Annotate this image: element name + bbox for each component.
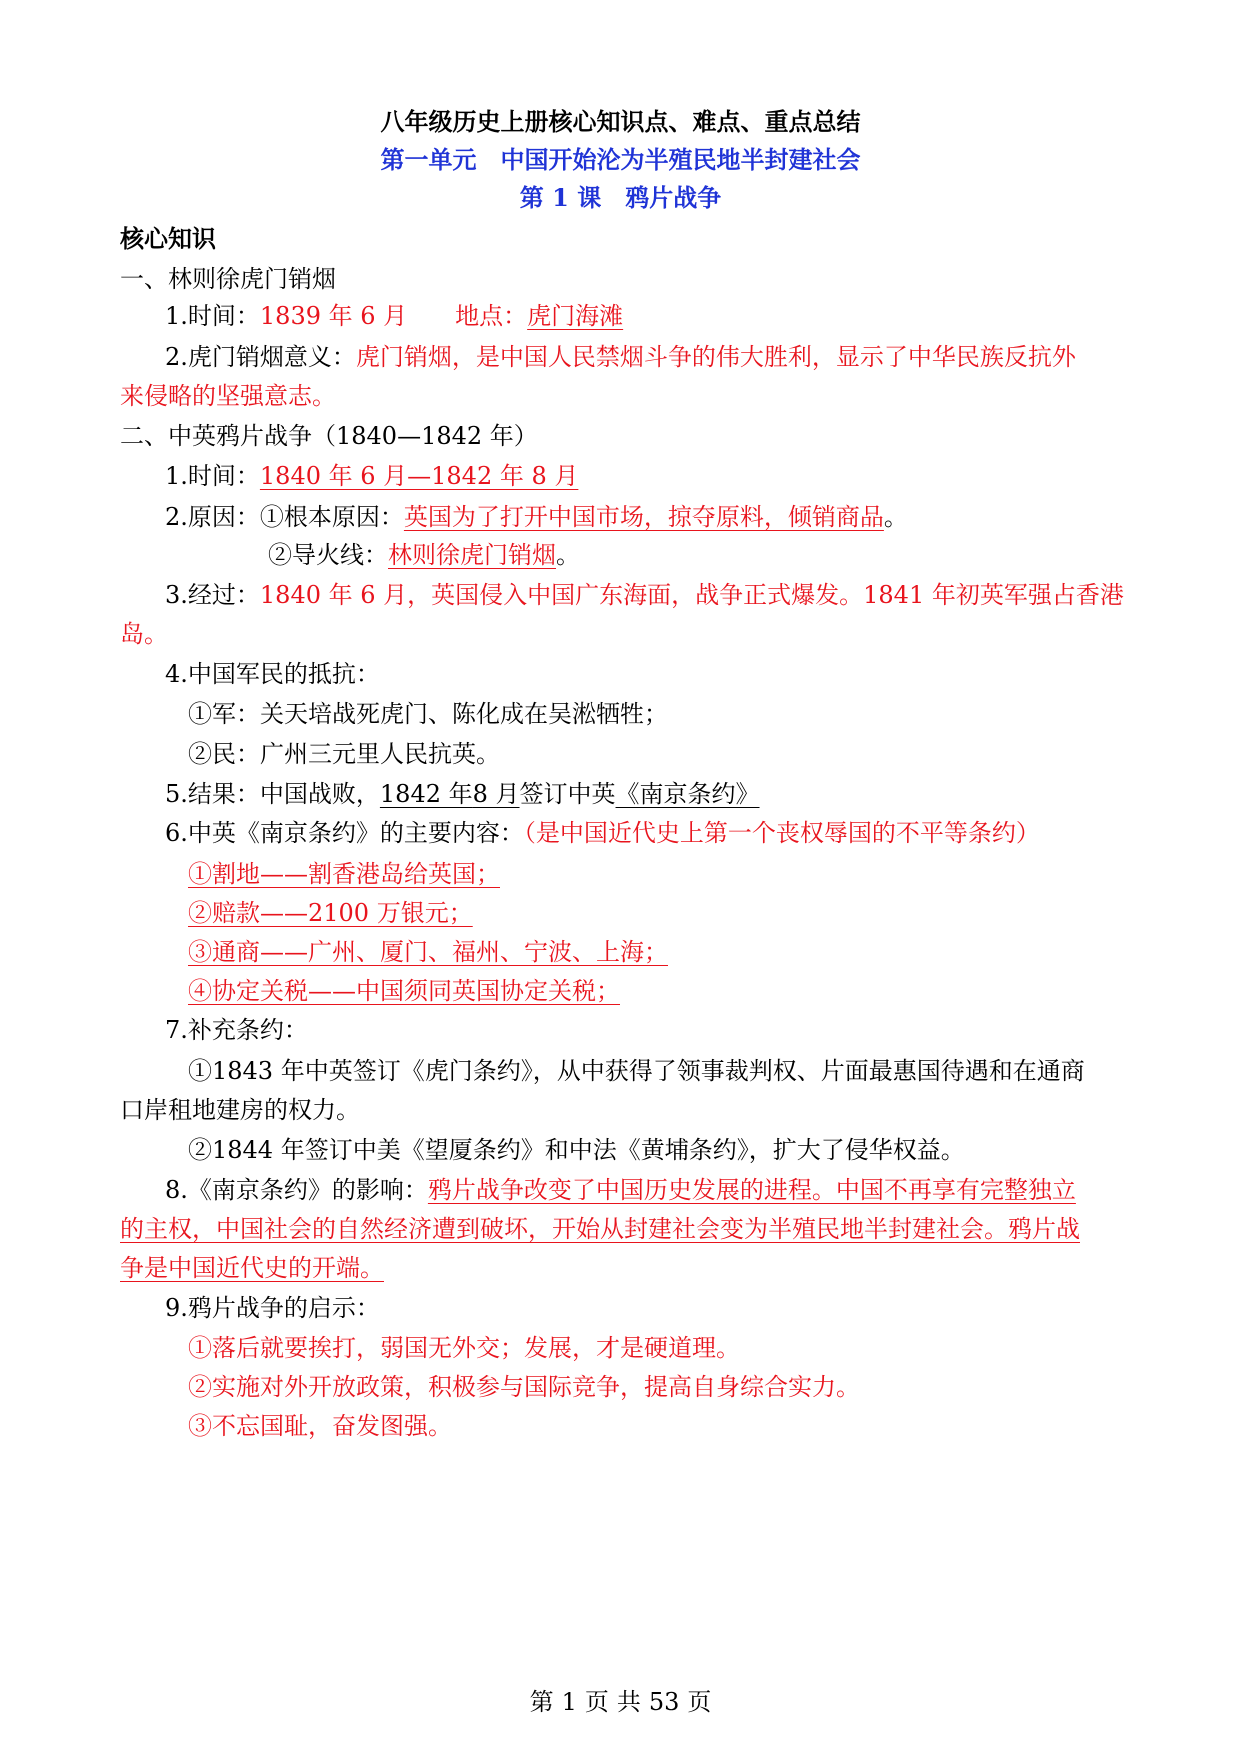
result-year: 1842 年: [379, 780, 473, 808]
place-label: 地点：: [455, 302, 528, 330]
footer-page-unit: 页: [584, 1688, 609, 1716]
meaning-line2: 来侵略的坚强意志。: [120, 382, 336, 410]
part1-time-row: [165, 299, 1175, 333]
document-title: 八年级历史上册核心知识点、难点、重点总结: [380, 107, 861, 136]
war-time-value: 1840 年 6 月—1842 年 8 月: [259, 462, 579, 490]
lesson-item: ③不忘国耻，奋发图强。: [188, 1412, 452, 1440]
impact-row: [165, 1173, 1175, 1207]
impact-line3: 争是中国近代史的开端。: [120, 1254, 384, 1282]
content-row: [165, 816, 1175, 850]
result-month: 8 月: [472, 780, 520, 808]
part1-heading: 一、林则徐虎门销烟: [120, 265, 336, 293]
content-label: 6.中英《南京条约》的主要内容：: [165, 819, 524, 847]
impact-label: 8.《南京条约》的影响：: [165, 1176, 428, 1204]
process-line2: 岛。: [120, 620, 168, 648]
unit-title: 第一单元 中国开始沦为半殖民地半封建社会: [380, 145, 861, 174]
part1-meaning-row: [165, 340, 1175, 374]
cause-end: 。: [883, 503, 908, 531]
fuse-label: ②导火线：: [268, 541, 388, 569]
part2-time-row: [165, 459, 1175, 493]
process-row: [165, 578, 1175, 612]
time-label: 1.时间：: [165, 302, 260, 330]
cause-row: [165, 500, 1175, 534]
lesson-item: ①落后就要挨打，弱国无外交；发展，才是硬道理。: [188, 1334, 740, 1362]
lesson-item: ②实施对外开放政策，积极参与国际竞争，提高自身综合实力。: [188, 1373, 860, 1401]
resist-heading: 4.中国军民的抵抗：: [165, 660, 380, 688]
fuse-end: 。: [556, 541, 580, 569]
meaning-label: 2.虎门销烟意义：: [165, 343, 356, 371]
time-value: 1839 年 6 月: [259, 302, 408, 330]
fuse-row: [268, 538, 1241, 572]
content-item: ④协定关税——中国须同英国协定关税；: [188, 977, 620, 1005]
cause-value: 英国为了打开中国市场，掠夺原料，倾销商品: [403, 503, 884, 531]
supp2: ②1844 年签订中美《望厦条约》和中法《黄埔条约》，扩大了侵华权益。: [188, 1136, 965, 1164]
impact-line1: 鸦片战争改变了中国历史发展的进程。中国不再享有完整独立: [427, 1176, 1076, 1204]
supp1-line2: 口岸租地建房的权力。: [120, 1096, 360, 1124]
part2-heading: 二、中英鸦片战争（1840—1842 年）: [120, 422, 538, 450]
content-item: ②赔款——2100 万银元；: [188, 899, 473, 927]
place-value: 虎门海滩: [527, 302, 624, 330]
footer-page-word: 第: [529, 1688, 554, 1716]
supp1-line1: ①1843 年中英签订《虎门条约》，从中获得了领事裁判权、片面最惠国待遇和在通商: [188, 1057, 1085, 1085]
war-time-label: 1.时间：: [165, 462, 260, 490]
meaning-line1: 虎门销烟，是中国人民禁烟斗争的伟大胜利，显示了中华民族反抗外: [355, 343, 1076, 371]
cause-label: 2.原因：①根本原因：: [165, 503, 404, 531]
result-row: [165, 777, 1175, 811]
process-label: 3.经过：: [165, 581, 260, 609]
lesson-heading: 9.鸦片战争的启示：: [165, 1294, 380, 1322]
process-line1: 1840 年 6 月，英国侵入中国广东海面，战争正式爆发。1841 年初英军强占香港: [259, 581, 1124, 609]
page-footer: [0, 1685, 1241, 1719]
result-treaty: 《南京条约》: [615, 780, 760, 808]
supp-heading: 7.补充条约：: [165, 1016, 308, 1044]
fuse-value: 林则徐虎门销烟: [388, 541, 556, 569]
resist-people: ②民：广州三元里人民抗英。: [188, 740, 500, 768]
result-mid: 签订中英: [519, 780, 616, 808]
section-label: 核心知识: [120, 224, 216, 253]
footer-total-word: 共: [616, 1688, 641, 1716]
resist-army: ①军：关天培战死虎门、陈化成在吴淞牺牲；: [188, 700, 668, 728]
impact-line2: 的主权，中国社会的自然经济遭到破坏，开始从封建社会变为半殖民地半封建社会。鸦片战: [120, 1215, 1080, 1243]
footer-total-num: 53: [648, 1688, 680, 1716]
content-note: （是中国近代史上第一个丧权辱国的不平等条约）: [523, 819, 1040, 847]
content-item: ①割地——割香港岛给英国；: [188, 860, 500, 888]
lesson-title: 第 1 课 鸦片战争: [519, 183, 722, 212]
result-label: 5.结果：中国战败，: [165, 780, 380, 808]
footer-total-unit: 页: [687, 1688, 712, 1716]
content-item: ③通商——广州、厦门、福州、宁波、上海；: [188, 938, 668, 966]
footer-page-num: 1: [561, 1688, 577, 1716]
